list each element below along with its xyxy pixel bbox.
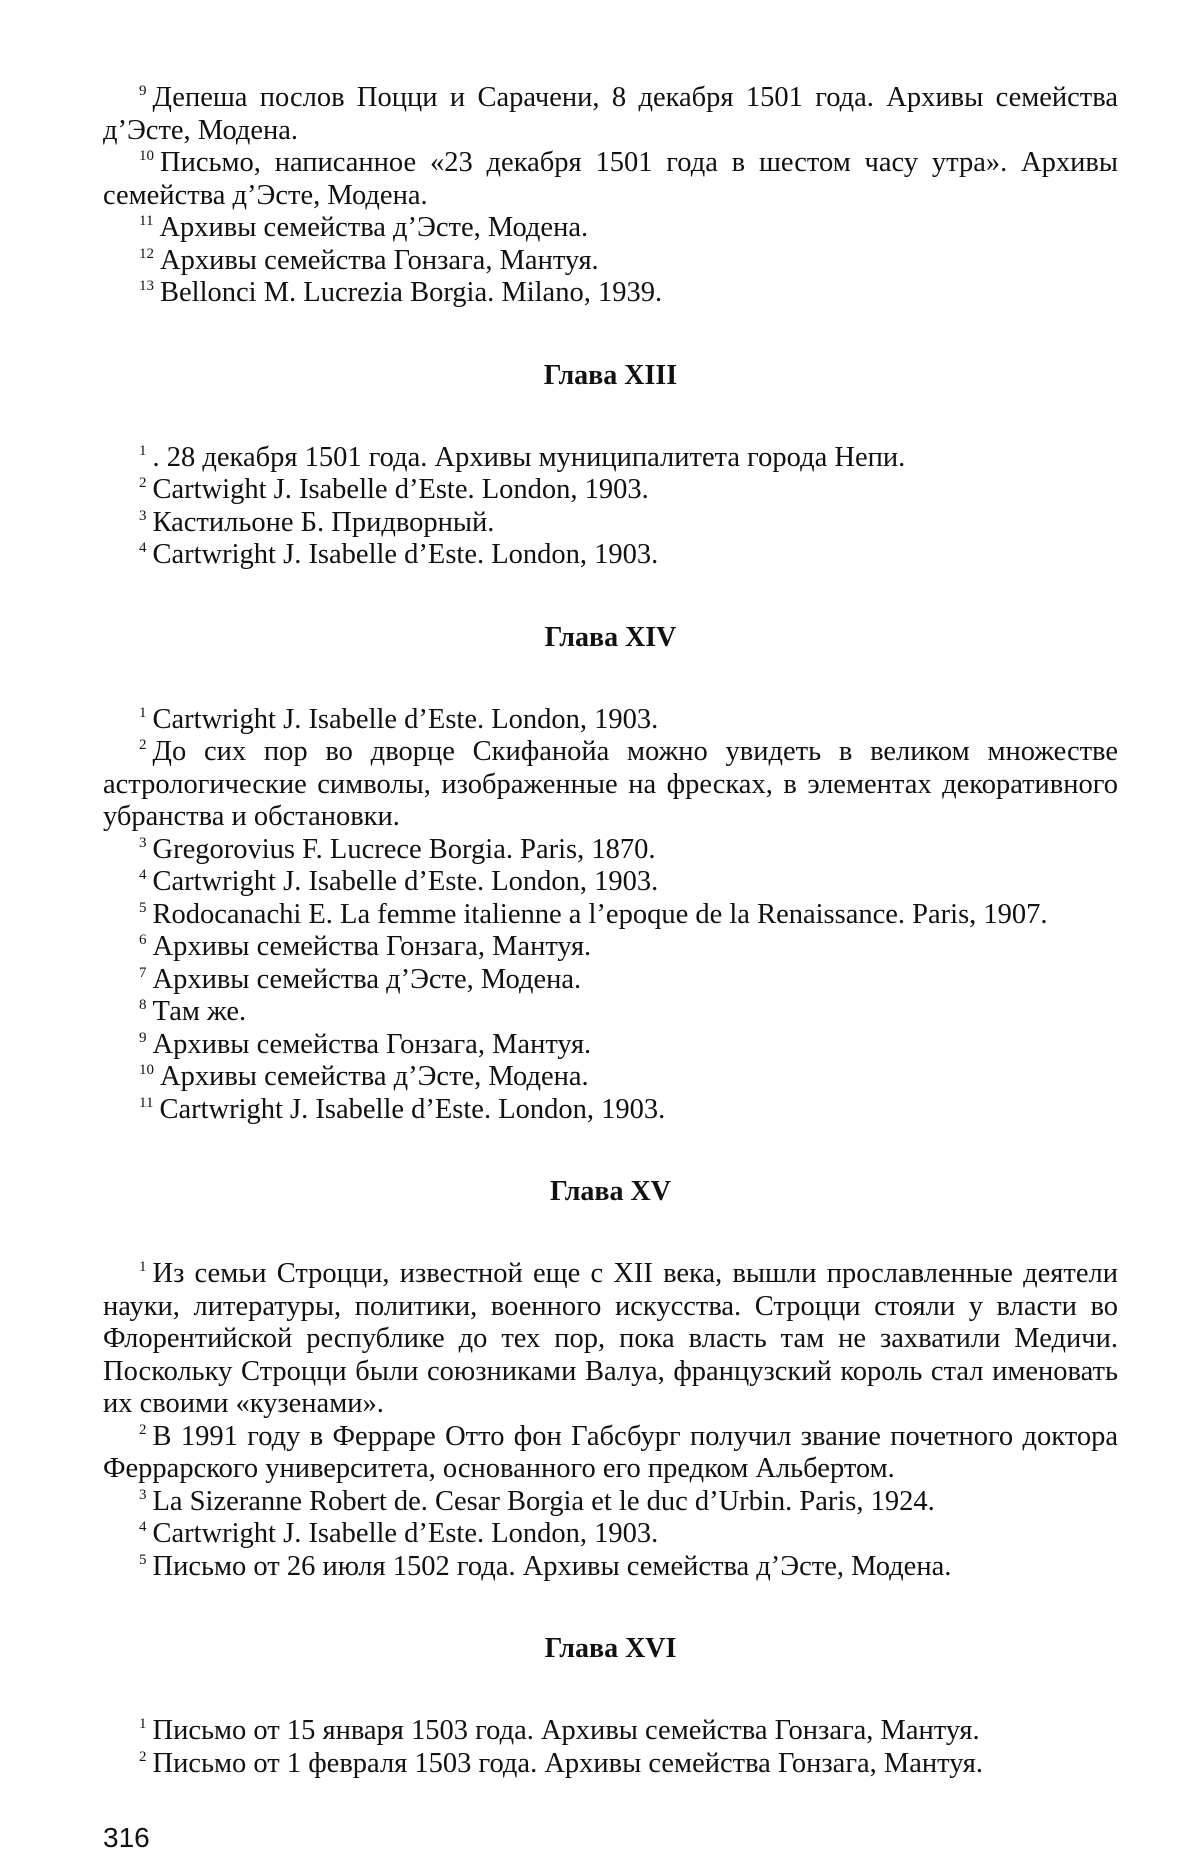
footnote-number: 7 [139, 964, 147, 981]
footnote-text: Архивы семейства Гонзага, Мантуя. [160, 244, 599, 276]
footnote-number: 1 [139, 1716, 147, 1732]
footnote [103, 147, 1118, 212]
chapter-notes [103, 704, 1118, 1127]
footnote-number: 4 [139, 1519, 147, 1535]
footnote [103, 1094, 1118, 1127]
footnote-text: Bellonci M. Lucrezia Borgia. Milano, 1939. [160, 277, 663, 308]
footnote-text: Из семьи Строцци, известной еще с XII века, вышли прославленные деятели науки, литературы, политики, военного искусства. Строцци стояли у власти во Флорентийской республике до тех пор, пока власть там не захватили Медичи. Поскольку Строцци были союзниками Валуа, французский король стал именовать их своими «кузенами». [103, 1258, 1118, 1419]
footnote-text: . 28 декабря 1501 года. Архивы муниципалитета города Непи. [152, 441, 906, 473]
footnote-number: 11 [139, 213, 154, 229]
footnote [103, 736, 1118, 834]
footnote-text: Архивы семейства д’Эсте, Модена. [159, 212, 589, 243]
footnote-number: 9 [139, 1029, 147, 1046]
footnote-number: 1 [139, 1259, 147, 1275]
footnote-text: Gregorovius F. Lucrece Borgia. Paris, 1870. [152, 833, 656, 865]
footnote-number: 11 [139, 1094, 154, 1111]
footnote-text: Архивы семейства Гонзага, Мантуя. [152, 1028, 592, 1060]
footnote [103, 834, 1118, 867]
footnote-text: Депеша послов Поцци и Сарачени, 8 декабря 1501 года. Архивы семейства д’Эсте, Модена. [103, 82, 1118, 146]
footnote [103, 245, 1118, 278]
footnote-number: 5 [139, 899, 147, 916]
footnote [103, 1258, 1118, 1421]
footnote [103, 899, 1118, 932]
footnote [103, 1748, 1118, 1781]
chapter-heading: Глава XIII [543, 359, 678, 391]
top-notes [103, 82, 1118, 310]
footnote [103, 474, 1118, 507]
chapter-heading: Глава XVI [544, 1633, 677, 1664]
footnote-text: Архивы семейства д’Эсте, Модена. [152, 963, 582, 995]
footnote-text: Архивы семейства д’Эсте, Модена. [160, 1061, 589, 1092]
footnote [103, 1551, 1118, 1584]
footnote-text: Cartwright J. Isabelle d’Este. London, 1903. [152, 1518, 659, 1549]
footnote-text: Там же. [152, 996, 247, 1027]
footnote-number: 4 [139, 867, 147, 883]
footnote [103, 964, 1118, 997]
footnote-text: Cartwright J. Isabelle d’Este. London, 1903. [152, 703, 659, 735]
footnote [103, 866, 1118, 899]
footnote [103, 1061, 1118, 1094]
footnote [103, 1421, 1118, 1486]
footnote-text: Письмо от 26 июля 1502 года. Архивы семейства д’Эсте, Модена. [152, 1550, 952, 1582]
footnote [103, 442, 1118, 475]
footnote [103, 539, 1118, 572]
footnote-number: 9 [139, 83, 147, 99]
footnote-number: 8 [139, 997, 147, 1013]
chapter-heading: Глава XV [550, 1176, 671, 1207]
chapter-notes [103, 442, 1118, 572]
footnote-number: 10 [139, 148, 154, 164]
chapter-notes [103, 1715, 1118, 1780]
footnote-text: Письмо от 1 февраля 1503 года. Архивы семейства Гонзага, Мантуя. [152, 1747, 984, 1779]
page-number: 316 [103, 1822, 150, 1853]
footnote-text: Rodocanachi E. La femme italienne a l’epoque de la Renaissance. Paris, 1907. [152, 898, 1048, 930]
footnote-text: Cartwright J. Isabelle d’Este. London, 1903. [152, 866, 659, 897]
footnote-text: Cartwight J. Isabelle d’Este. London, 1903. [152, 474, 649, 505]
footnote [103, 704, 1118, 737]
footnote [103, 1029, 1118, 1062]
footnote [103, 212, 1118, 245]
footnote-number: 5 [139, 1551, 147, 1568]
footnote-text: До сих пор во дворце Скифанойа можно увидеть в великом множестве астрологические символы, изображенные на фресках, в элементах декоративного убранства и обстановки. [103, 736, 1118, 832]
footnotes-page [103, 82, 1118, 1780]
footnote-number: 2 [139, 737, 147, 753]
footnote-number: 3 [139, 507, 147, 524]
footnote-text: Письмо, написанное «23 декабря 1501 года в шестом часу утра». Архивы семейства д’Эсте, Модена. [103, 147, 1118, 211]
footnote-number: 12 [139, 245, 154, 262]
footnote-number: 1 [139, 442, 147, 459]
chapter-heading: Глава XIV [544, 621, 677, 653]
footnote-number: 1 [139, 704, 147, 721]
footnote [103, 507, 1118, 540]
footnote [103, 1715, 1118, 1748]
footnote-number: 13 [139, 278, 154, 294]
footnote [103, 996, 1118, 1029]
footnote-text: Cartwright J. Isabelle d’Este. London, 1903. [152, 539, 659, 570]
footnote-text: В 1991 году в Ферраре Отто фон Габсбург получил звание почетного доктора Феррарского университета, основанного его предком Альбертом. [103, 1420, 1118, 1484]
footnote-text: La Sizeranne Robert de. Cesar Borgia et le duc d’Urbin. Paris, 1924. [152, 1485, 935, 1517]
footnote [103, 1518, 1118, 1551]
footnote-number: 2 [139, 475, 147, 491]
footnote-text: Кастильоне Б. Придворный. [152, 506, 495, 538]
chapter-notes [103, 1258, 1118, 1583]
footnote-number: 2 [139, 1748, 147, 1765]
footnote-text: Письмо от 15 января 1503 года. Архивы семейства Гонзага, Мантуя. [152, 1715, 980, 1746]
footnote-number: 4 [139, 540, 147, 556]
footnote-number: 10 [139, 1062, 154, 1078]
footnote-number: 3 [139, 834, 147, 851]
footnote [103, 82, 1118, 147]
footnote [103, 931, 1118, 964]
footnote [103, 1486, 1118, 1519]
footnote [103, 277, 1118, 310]
footnote-number: 3 [139, 1486, 147, 1503]
footnote-text: Cartwright J. Isabelle d’Este. London, 1903. [159, 1093, 666, 1125]
footnote-number: 6 [139, 932, 147, 948]
footnote-text: Архивы семейства Гонзага, Мантуя. [152, 931, 592, 962]
footnote-number: 2 [139, 1421, 147, 1438]
